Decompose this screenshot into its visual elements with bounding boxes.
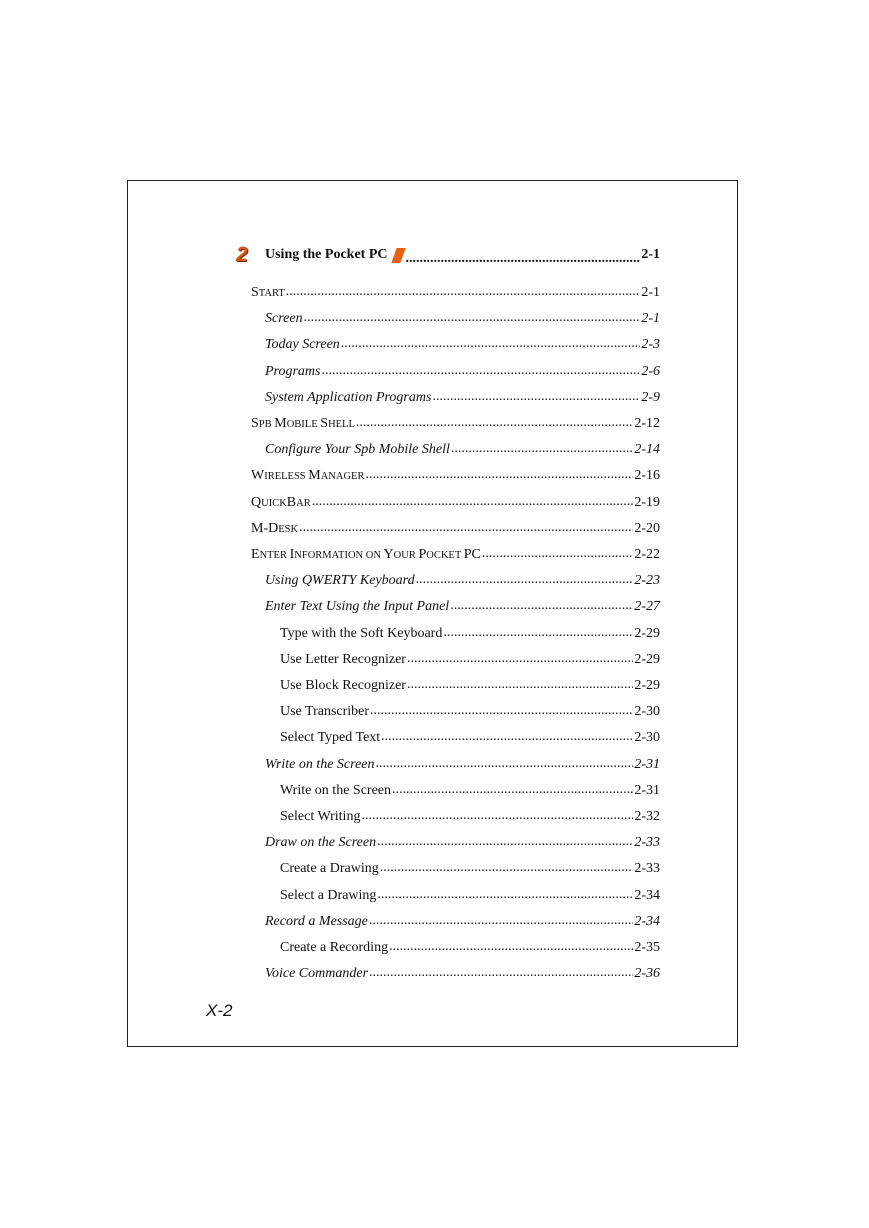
smallcaps-initial: S [251,416,259,431]
smallcaps-initial: Q [251,494,262,510]
toc-entry[interactable] [280,728,660,748]
dot-leader [450,599,633,613]
toc-entry-label: Use Letter Recognizer [280,651,406,667]
toc-entry-page: 2-34 [634,913,660,929]
dot-leader [369,914,633,928]
toc-entry-label: Configure Your Spb Mobile Shell [265,442,450,458]
toc-entry[interactable] [265,912,660,932]
smallcaps-rest: NTER [259,550,290,561]
dot-leader [432,390,640,404]
smallcaps-initial: E [251,547,260,562]
dot-leader [389,940,633,954]
smallcaps-rest: TART [258,288,285,299]
smallcaps-initial: S [251,285,259,300]
toc-entry[interactable] [251,283,660,303]
toc-entry-page: 2-22 [634,547,660,562]
smallcaps-rest: OUR [393,550,419,561]
dot-leader [365,468,633,482]
toc-entry-page: 2-33 [634,835,660,851]
toc-entry-label: Voice Commander [265,966,369,982]
toc-entry[interactable] [265,388,660,408]
dot-leader [369,966,633,980]
chapter-title: Using the Pocket PC [265,247,388,262]
toc-entry-label: Use Transcriber [280,704,370,720]
toc-entry-page: 2-36 [634,966,660,982]
smallcaps-rest: ESK [278,523,299,535]
toc-entry-label: Select a Drawing [280,887,377,903]
dot-leader [370,704,633,718]
toc-entry-label [251,468,364,484]
dot-leader [361,809,633,823]
toc-entry-label: Using QWERTY Keyboard [265,573,415,589]
toc-entry-page: 2-31 [634,756,660,772]
toc-entry[interactable] [280,886,660,906]
toc-entry-page: 2-16 [634,468,660,484]
dot-leader [407,678,633,692]
toc-entry[interactable] [280,781,660,801]
toc-entry-label [251,416,355,432]
toc-entry-page: 2-19 [634,494,660,510]
toc-entry[interactable] [280,702,660,722]
toc-entry-page: 2-29 [634,651,660,667]
smallcaps-rest: ANAGER [320,471,365,483]
smallcaps-initial: M [308,468,321,484]
dot-leader [322,364,641,378]
toc-entry[interactable] [280,807,660,827]
toc-entry-page: 2-6 [641,363,660,379]
toc-entry[interactable] [265,362,660,382]
dot-leader [416,573,634,587]
dot-leader [286,285,641,299]
toc-entry[interactable] [265,309,660,329]
smallcaps-initial: Y [383,547,394,562]
dot-leader [407,652,633,666]
toc-entry-label: Enter Text Using the Input Panel [265,599,450,615]
toc-entry-page: 2-30 [634,730,660,746]
toc-entry[interactable] [251,414,660,434]
toc-entry-page: 2-29 [634,625,660,641]
dot-leader [451,442,633,456]
toc-entry-label: Draw on the Screen [265,835,377,851]
toc-entry[interactable] [280,938,660,958]
toc-entry-page: 2-12 [634,416,660,431]
toc-entry-page: 2-32 [634,809,660,824]
toc-entry-label: Create a Drawing [280,861,379,877]
toc-entry[interactable] [265,597,660,617]
toc-entry[interactable] [251,466,660,486]
smallcaps-rest: HELL [328,419,355,430]
dot-leader [392,783,633,797]
toc-entry-label: Select Typed Text [280,730,381,746]
smallcaps-initial: W [251,468,265,484]
dot-leader [304,311,641,325]
toc-entry-page: 2-14 [634,442,660,458]
smallcaps-rest: NFORMATION ON [294,550,384,561]
toc-entry-label: Select Writing [280,809,361,824]
toc-entry-page: 2-23 [634,573,660,589]
toc-entry-label [251,495,311,511]
toc-entry-label: Create a Recording [280,940,389,955]
toc-entry-page: 2-34 [634,887,660,903]
folio-page-number: X-2 [206,1001,233,1020]
smallcaps-initial: S [320,416,329,431]
smallcaps-initial: M [274,416,287,431]
toc-entry[interactable] [280,676,660,696]
dot-leader [406,252,641,266]
toc-entry-page: 2-3 [641,337,660,353]
smallcaps-initial: P [418,547,427,562]
dot-leader [356,416,633,430]
dot-leader [377,835,633,849]
toc-entry[interactable] [265,755,660,775]
toc-entry[interactable] [265,833,660,853]
toc-entry-page: 2-1 [641,285,660,300]
toc-entry-page: 2-35 [634,940,660,955]
chapter-page-number: 2-1 [641,247,660,262]
smallcaps-initial: M-D [251,520,279,536]
toc-entry-label: Today Screen [265,337,340,353]
dot-leader [381,730,633,744]
toc-entry-label: Screen [265,311,303,327]
chapter-heading[interactable] [236,240,660,270]
toc-entry[interactable] [280,650,660,670]
smallcaps-rest: UICK [261,497,287,509]
dot-leader [299,521,633,535]
toc-entry[interactable] [265,335,660,355]
smallcaps-rest: IRELESS [264,471,309,483]
smallcaps-rest: OBILE [286,419,321,430]
dot-leader [482,547,634,561]
toc-entry-page: 2-31 [634,782,660,798]
toc-entry[interactable] [251,519,660,539]
dot-leader [312,495,634,509]
toc-entry-page: 2-30 [634,704,660,720]
toc-entry[interactable] [280,859,660,879]
smallcaps-initial: I [289,547,295,562]
dot-leader [377,888,633,902]
dot-leader [380,861,634,875]
toc-entry-page: 2-29 [634,678,660,693]
toc-entry[interactable] [251,545,660,565]
chapter-marker-icon [391,248,405,263]
toc-entry[interactable] [280,624,660,644]
toc-entry-page: 2-20 [634,520,660,536]
smallcaps-initial: PC [463,547,481,562]
chapter-number: 2 [236,243,248,266]
toc-entry-page: 2-9 [641,389,660,405]
toc-entry[interactable] [265,440,660,460]
toc-entry-label: Write on the Screen [265,756,375,772]
toc-entry[interactable] [251,493,660,513]
toc-entry-label: Type with the Soft Keyboard [280,625,443,641]
dot-leader [443,626,633,640]
toc-entry-label: Write on the Screen [280,782,392,798]
toc-entry-label: System Application Programs [265,389,432,405]
smallcaps-rest: AR [296,497,311,509]
toc-entry[interactable] [265,964,660,984]
toc-entry-label: Record a Message [265,913,368,929]
smallcaps-rest: OCKET [426,550,464,561]
toc-entry[interactable] [265,571,660,591]
toc-entry-label [251,285,285,301]
smallcaps-rest: PB [258,419,275,430]
dot-leader [376,757,634,771]
dot-leader [341,337,641,351]
toc-entry-page: 2-1 [641,311,660,327]
toc-entry-page: 2-33 [634,861,660,877]
smallcaps-initial: B [286,494,297,510]
toc-entry-label [251,547,481,563]
toc-entry-label [251,521,298,537]
toc-entry-label: Programs [265,363,321,379]
toc-entry-page: 2-27 [634,599,660,615]
toc-entry-label: Use Block Recognizer [280,678,406,693]
